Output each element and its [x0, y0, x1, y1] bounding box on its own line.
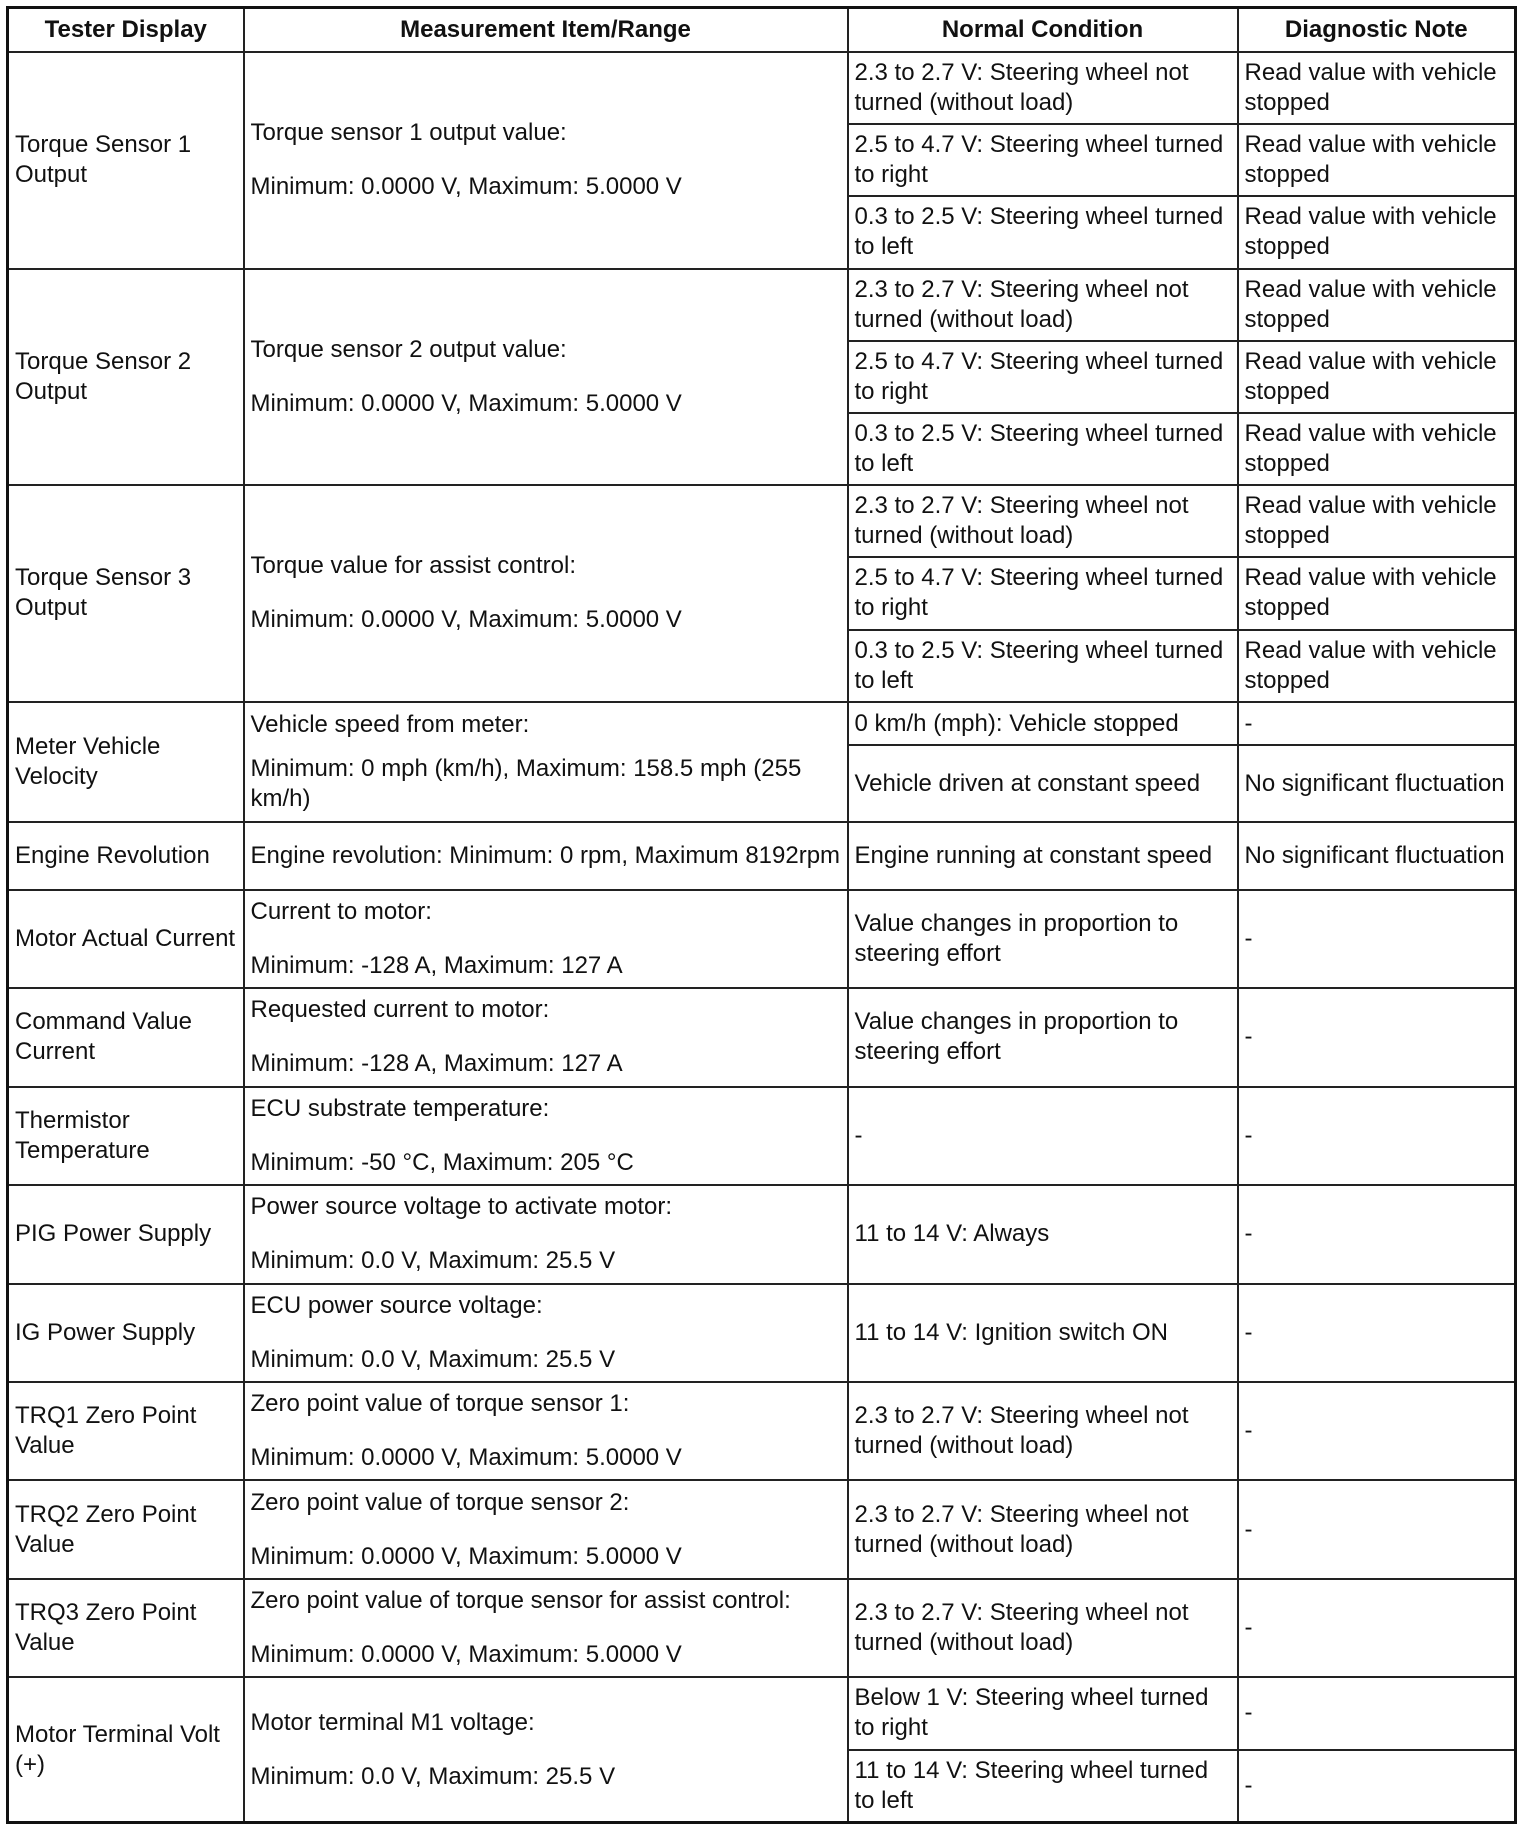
normal-condition-cell: 0.3 to 2.5 V: Steering wheel turned to left [848, 413, 1238, 485]
measurement-cell [244, 52, 848, 269]
header-tester-display: Tester Display [8, 8, 244, 53]
tester-display-cell: TRQ3 Zero Point Value [8, 1579, 244, 1677]
measurement-item: Zero point value of torque sensor for assist control: [250, 1587, 791, 1615]
normal-condition-cell: 11 to 14 V: Steering wheel turned to left [848, 1750, 1238, 1823]
diagnostic-note-cell: Read value with vehicle stopped [1238, 124, 1516, 196]
table-body [8, 52, 1516, 1823]
measurement-cell [244, 890, 848, 988]
diagnostic-note-cell: Read value with vehicle stopped [1238, 557, 1516, 629]
table-row [8, 269, 1516, 341]
diagnostic-note-cell: - [1238, 1579, 1516, 1677]
measurement-item: Zero point value of torque sensor 1: [250, 1390, 630, 1418]
header-diagnostic-note: Diagnostic Note [1238, 8, 1516, 53]
measurement-range: Minimum: 0.0000 V, Maximum: 5.0000 V [250, 1641, 682, 1669]
measurement-range: Minimum: 0.0000 V, Maximum: 5.0000 V [250, 389, 682, 417]
measurement-range: Minimum: 0.0000 V, Maximum: 5.0000 V [250, 1444, 682, 1472]
diagnostic-note-cell: - [1238, 1480, 1516, 1578]
diagnostic-note-cell: No significant fluctuation [1238, 745, 1516, 822]
tester-display-cell: Command Value Current [8, 988, 244, 1086]
measurement-range: Minimum: 0.0000 V, Maximum: 5.0000 V [250, 173, 682, 201]
measurement-item: ECU substrate temperature: [250, 1094, 550, 1122]
measurement-item: Zero point value of torque sensor 2: [250, 1488, 630, 1516]
normal-condition-cell: Value changes in proportion to steering effort [848, 988, 1238, 1086]
header-row [8, 8, 1516, 53]
diagnostic-note-cell: - [1238, 1185, 1516, 1283]
measurement-cell [244, 988, 848, 1086]
tester-display-cell: Engine Revolution [8, 822, 244, 890]
measurement-item: Vehicle speed from meter: [250, 710, 530, 738]
data-list-table [6, 6, 1517, 1824]
diagnostic-note-cell: - [1238, 1750, 1516, 1823]
normal-condition-cell: 2.5 to 4.7 V: Steering wheel turned to right [848, 557, 1238, 629]
tester-display-cell: TRQ2 Zero Point Value [8, 1480, 244, 1578]
diagnostic-note-cell: Read value with vehicle stopped [1238, 269, 1516, 341]
normal-condition-cell: 2.3 to 2.7 V: Steering wheel not turned (without load) [848, 1382, 1238, 1480]
measurement-range: Minimum: 0.0000 V, Maximum: 5.0000 V [250, 606, 682, 634]
measurement-range: Minimum: -128 A, Maximum: 127 A [250, 1050, 623, 1078]
tester-display-cell: TRQ1 Zero Point Value [8, 1382, 244, 1480]
normal-condition-cell: 2.5 to 4.7 V: Steering wheel turned to right [848, 124, 1238, 196]
diagnostic-note-cell: No significant fluctuation [1238, 822, 1516, 890]
table-row [8, 890, 1516, 988]
normal-condition-cell: 2.5 to 4.7 V: Steering wheel turned to right [848, 341, 1238, 413]
normal-condition-cell: 11 to 14 V: Always [848, 1185, 1238, 1283]
measurement-item: Power source voltage to activate motor: [250, 1193, 673, 1221]
measurement-cell [244, 1284, 848, 1382]
header-normal-condition: Normal Condition [848, 8, 1238, 53]
measurement-range: Minimum: -50 °C, Maximum: 205 °C [250, 1148, 634, 1176]
diagnostic-note-cell: Read value with vehicle stopped [1238, 52, 1516, 124]
measurement-cell [244, 702, 848, 822]
normal-condition-cell: 0.3 to 2.5 V: Steering wheel turned to left [848, 196, 1238, 268]
diagnostic-note-cell: - [1238, 1677, 1516, 1749]
diagnostic-note-cell: Read value with vehicle stopped [1238, 413, 1516, 485]
normal-condition-cell: Engine running at constant speed [848, 822, 1238, 890]
table-row [8, 1677, 1516, 1749]
measurement-range: Minimum: 0.0 V, Maximum: 25.5 V [250, 1247, 616, 1275]
measurement-cell [244, 1087, 848, 1185]
diagnostic-note-cell: - [1238, 1284, 1516, 1382]
normal-condition-cell: Vehicle driven at constant speed [848, 745, 1238, 822]
measurement-item: Torque sensor 1 output value: [250, 119, 567, 147]
measurement-range: Minimum: 0.0 V, Maximum: 25.5 V [250, 1345, 616, 1373]
table-row [8, 702, 1516, 746]
diagnostic-note-cell: Read value with vehicle stopped [1238, 485, 1516, 557]
table-row [8, 1087, 1516, 1185]
table-row [8, 52, 1516, 124]
measurement-item: ECU power source voltage: [250, 1291, 543, 1319]
measurement-item: Torque value for assist control: [250, 552, 576, 580]
measurement-cell [244, 485, 848, 702]
tester-display-cell: Torque Sensor 3 Output [8, 485, 244, 702]
tester-display-cell: PIG Power Supply [8, 1185, 244, 1283]
tester-display-cell: Meter Vehicle Velocity [8, 702, 244, 822]
normal-condition-cell: 2.3 to 2.7 V: Steering wheel not turned (without load) [848, 269, 1238, 341]
diagnostic-note-cell: Read value with vehicle stopped [1238, 196, 1516, 268]
diagnostic-note-cell: - [1238, 1087, 1516, 1185]
measurement-range: Minimum: 0.0 V, Maximum: 25.5 V [250, 1762, 616, 1790]
normal-condition-cell: 2.3 to 2.7 V: Steering wheel not turned (without load) [848, 1579, 1238, 1677]
table-row [8, 485, 1516, 557]
diagnostic-note-cell: - [1238, 702, 1516, 746]
measurement-range: Minimum: 0 mph (km/h), Maximum: 158.5 mph (255 km/h) [250, 754, 802, 812]
measurement-range: Minimum: 0.0000 V, Maximum: 5.0000 V [250, 1542, 682, 1570]
normal-condition-cell: 2.3 to 2.7 V: Steering wheel not turned (without load) [848, 52, 1238, 124]
diagnostic-note-cell: Read value with vehicle stopped [1238, 630, 1516, 702]
measurement-item: Requested current to motor: [250, 996, 550, 1024]
normal-condition-cell: 2.3 to 2.7 V: Steering wheel not turned (without load) [848, 1480, 1238, 1578]
measurement-cell [244, 1480, 848, 1578]
diagnostic-note-cell: - [1238, 890, 1516, 988]
table-row [8, 988, 1516, 1086]
tester-display-cell: Motor Actual Current [8, 890, 244, 988]
tester-display-cell: Torque Sensor 2 Output [8, 269, 244, 486]
tester-display-cell: Motor Terminal Volt (+) [8, 1677, 244, 1822]
measurement-cell [244, 1185, 848, 1283]
table-row [8, 1480, 1516, 1578]
measurement-item: Torque sensor 2 output value: [250, 335, 567, 363]
normal-condition-cell: - [848, 1087, 1238, 1185]
measurement-cell [244, 269, 848, 486]
normal-condition-cell: 0 km/h (mph): Vehicle stopped [848, 702, 1238, 746]
tester-display-cell: Thermistor Temperature [8, 1087, 244, 1185]
header-measurement-item: Measurement Item/Range [244, 8, 848, 53]
measurement-cell [244, 1579, 848, 1677]
measurement-item: Motor terminal M1 voltage: [250, 1708, 535, 1736]
diagnostic-note-cell: - [1238, 988, 1516, 1086]
measurement-cell [244, 822, 848, 890]
diagnostic-note-cell: - [1238, 1382, 1516, 1480]
normal-condition-cell: Value changes in proportion to steering effort [848, 890, 1238, 988]
table-row [8, 1382, 1516, 1480]
normal-condition-cell: Below 1 V: Steering wheel turned to right [848, 1677, 1238, 1749]
measurement-item: Engine revolution: Minimum: 0 rpm, Maximum 8192rpm [250, 841, 841, 869]
measurement-cell [244, 1677, 848, 1822]
table-row [8, 1284, 1516, 1382]
normal-condition-cell: 11 to 14 V: Ignition switch ON [848, 1284, 1238, 1382]
measurement-item: Current to motor: [250, 898, 432, 926]
measurement-range: Minimum: -128 A, Maximum: 127 A [250, 952, 623, 980]
table-row [8, 822, 1516, 890]
tester-display-cell: IG Power Supply [8, 1284, 244, 1382]
normal-condition-cell: 0.3 to 2.5 V: Steering wheel turned to left [848, 630, 1238, 702]
table-row [8, 1185, 1516, 1283]
table-row [8, 1579, 1516, 1677]
normal-condition-cell: 2.3 to 2.7 V: Steering wheel not turned (without load) [848, 485, 1238, 557]
measurement-cell [244, 1382, 848, 1480]
diagnostic-note-cell: Read value with vehicle stopped [1238, 341, 1516, 413]
tester-display-cell: Torque Sensor 1 Output [8, 52, 244, 269]
